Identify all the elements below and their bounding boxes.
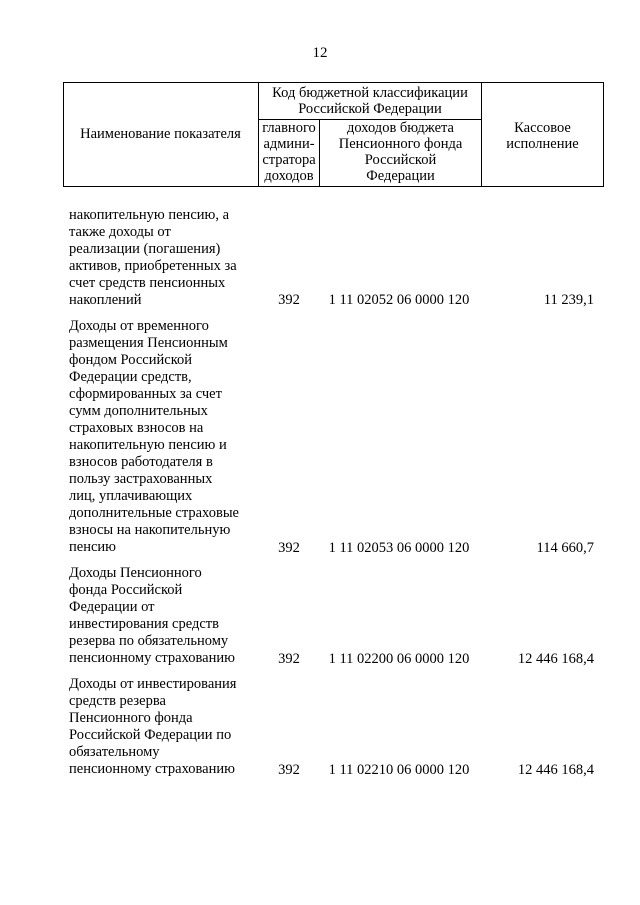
row-amount: 11 239,1 — [543, 292, 594, 308]
header-col-cash-line-2: исполнение — [506, 136, 579, 152]
row-budget-code: 1 11 02052 06 0000 120 — [328, 292, 470, 308]
header-col-income-line-3: Российской — [364, 152, 437, 168]
row-name: накопительную пенсию, а также доходы от реализации (погашения) активов, приобретенных за счет средств пенсионных накоплений — [69, 207, 237, 308]
row-amount: 114 660,7 — [536, 540, 594, 556]
header-col-name: Наименование показателя — [80, 126, 241, 142]
header-col-admin — [259, 120, 319, 184]
header-col-code-group-line-2: Российской Федерации — [298, 101, 442, 117]
header-col-cash-line-1: Кассовое — [514, 120, 571, 136]
page-number: 12 — [312, 45, 328, 61]
row-budget-code: 1 11 02053 06 0000 120 — [328, 540, 470, 556]
header-col-admin-line-3: стратора — [262, 152, 316, 168]
header-top-border — [63, 82, 604, 83]
header-col-admin-line-4: доходов — [264, 168, 314, 184]
row-amount: 12 446 168,4 — [517, 762, 594, 778]
row-admin-code: 392 — [278, 651, 300, 667]
header-col-code-group — [259, 85, 481, 117]
header-bottom-border — [63, 186, 604, 187]
row-admin-code: 392 — [278, 292, 300, 308]
row-name: Доходы Пенсионного фонда Российской Федерации от инвестирования средств резерва по обязательному пенсионному страхованию — [69, 565, 235, 666]
row-name: Доходы от временного размещения Пенсионным фондом Российской Федерации средств, сформированных за счет сумм дополнительных страховых взносов на накопительную пенсию и взносов работодателя в пользу застрахованных лиц, уплачивающих дополнительные страховые взносы на накопительную пенсию — [69, 318, 239, 555]
header-col-cash — [482, 120, 603, 152]
table-header — [63, 82, 604, 187]
row-name: Доходы от инвестирования средств резерва Пенсионного фонда Российской Федерации по обязательному пенсионному страхованию — [69, 676, 237, 777]
header-col-income-line-2: Пенсионного фонда — [338, 136, 463, 152]
header-col-admin-line-2: админи- — [263, 136, 315, 152]
row-admin-code: 392 — [278, 540, 300, 556]
header-col-income-line-1: доходов бюджета — [347, 120, 454, 136]
header-col-income — [320, 120, 481, 184]
row-budget-code: 1 11 02200 06 0000 120 — [328, 651, 470, 667]
row-admin-code: 392 — [278, 762, 300, 778]
row-budget-code: 1 11 02210 06 0000 120 — [328, 762, 470, 778]
header-col-income-line-4: Федерации — [366, 168, 435, 184]
row-amount: 12 446 168,4 — [517, 651, 594, 667]
header-col-admin-line-1: главного — [262, 120, 316, 136]
header-col-code-group-line-1: Код бюджетной классификации — [272, 85, 468, 101]
header-right-border — [603, 82, 604, 187]
